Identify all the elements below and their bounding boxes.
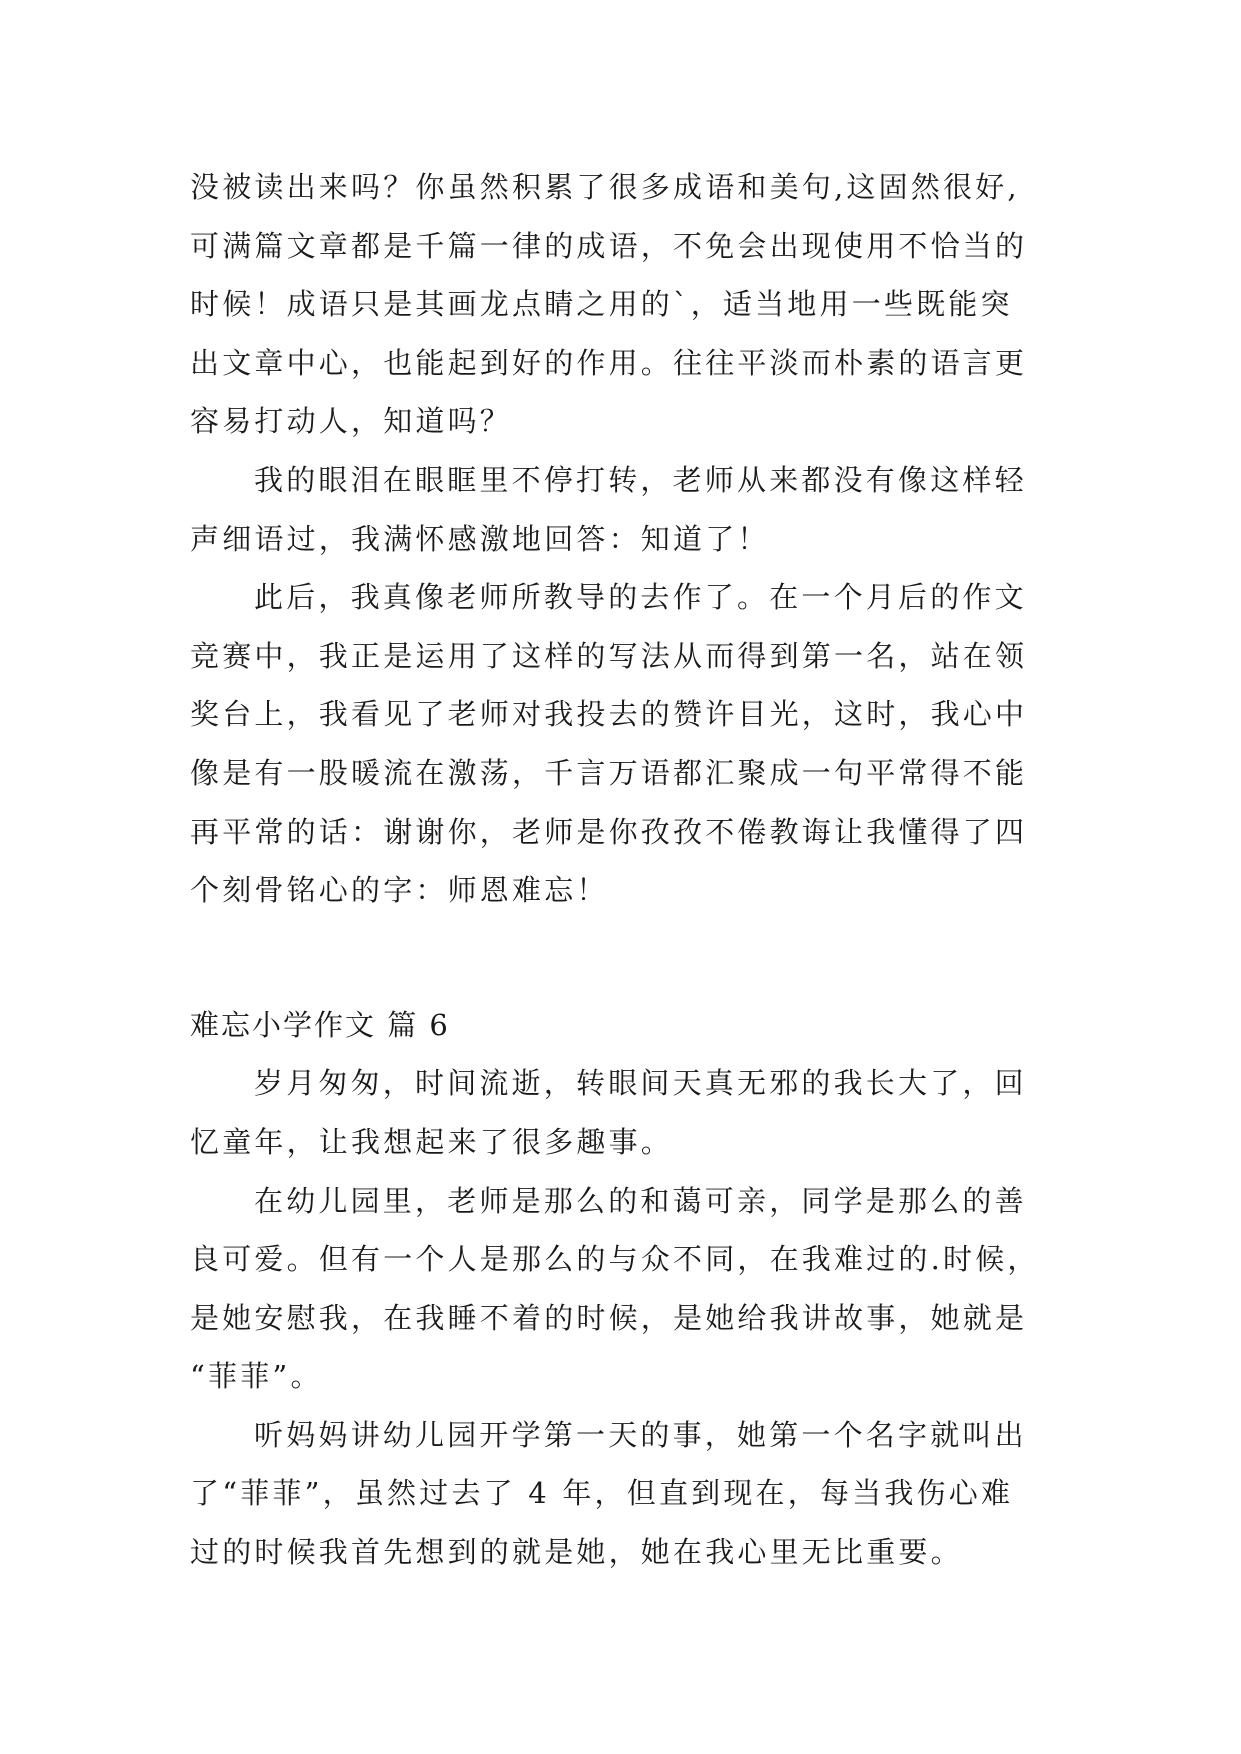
text-line: “菲菲”。 bbox=[190, 1359, 323, 1394]
text-line: 忆童年，让我想起来了很多趣事。 bbox=[190, 1124, 674, 1159]
section-spacer bbox=[190, 920, 1070, 996]
paragraph bbox=[190, 1172, 1070, 1406]
section-title: 难忘小学作文 篇 6 bbox=[190, 1007, 450, 1042]
text-line: 出文章中心，也能起到好的作用。往往平淡而朴素的语言更 bbox=[190, 345, 1028, 380]
text-line: 像是有一股暖流在激荡，千言万语都汇聚成一句平常得不能 bbox=[190, 755, 1028, 790]
text-line: 过的时候我首先想到的就是她，她在我心里无比重要。 bbox=[190, 1535, 963, 1570]
text-line: 听妈妈讲幼儿园开学第一天的事，她第一个名字就叫出 bbox=[254, 1417, 1027, 1452]
text-line: 岁月匆匆，时间流逝，转眼间天真无邪的我长大了，回 bbox=[254, 1066, 1027, 1101]
text-line: 时候！成语只是其画龙点睛之用的`，适当地用一些既能突 bbox=[190, 287, 1013, 322]
paragraph bbox=[190, 451, 1070, 568]
text-line: 容易打动人，知道吗？ bbox=[190, 404, 513, 439]
text-line: 是她安慰我，在我睡不着的时候，是她给我讲故事，她就是 bbox=[190, 1300, 1028, 1335]
text-line: 此后，我真像老师所教导的去作了。在一个月后的作文 bbox=[254, 580, 1027, 615]
text-line: 个刻骨铭心的字：师恩难忘！ bbox=[190, 873, 609, 908]
paragraph bbox=[190, 568, 1070, 920]
text-line: 奖台上，我看见了老师对我投去的赞许目光，这时，我心中 bbox=[190, 697, 1028, 732]
text-line: 声细语过，我满怀感激地回答：知道了！ bbox=[190, 521, 770, 556]
paragraph bbox=[190, 158, 1070, 451]
text-line: 再平常的话：谢谢你，老师是你孜孜不倦教诲让我懂得了四 bbox=[190, 814, 1028, 849]
text-line: 在幼儿园里，老师是那么的和蔼可亲，同学是那么的善 bbox=[254, 1183, 1027, 1218]
text-line: 可满篇文章都是千篇一律的成语，不免会出现使用不恰当的 bbox=[190, 228, 1028, 263]
paragraph bbox=[190, 1406, 1070, 1582]
text-line: 了“菲菲”，虽然过去了 4 年，但直到现在，每当我伤心难 bbox=[190, 1476, 1014, 1511]
text-line: 良可爱。但有一个人是那么的与众不同，在我难过的.时候， bbox=[190, 1242, 1040, 1277]
text-line: 竞赛中，我正是运用了这样的写法从而得到第一名，站在领 bbox=[190, 638, 1028, 673]
document-body bbox=[190, 158, 1070, 1582]
paragraph bbox=[190, 1054, 1070, 1171]
text-line: 没被读出来吗？你虽然积累了很多成语和美句,这固然很好, bbox=[190, 170, 1020, 204]
text-line: 我的眼泪在眼眶里不停打转，老师从来都没有像这样轻 bbox=[254, 462, 1027, 497]
